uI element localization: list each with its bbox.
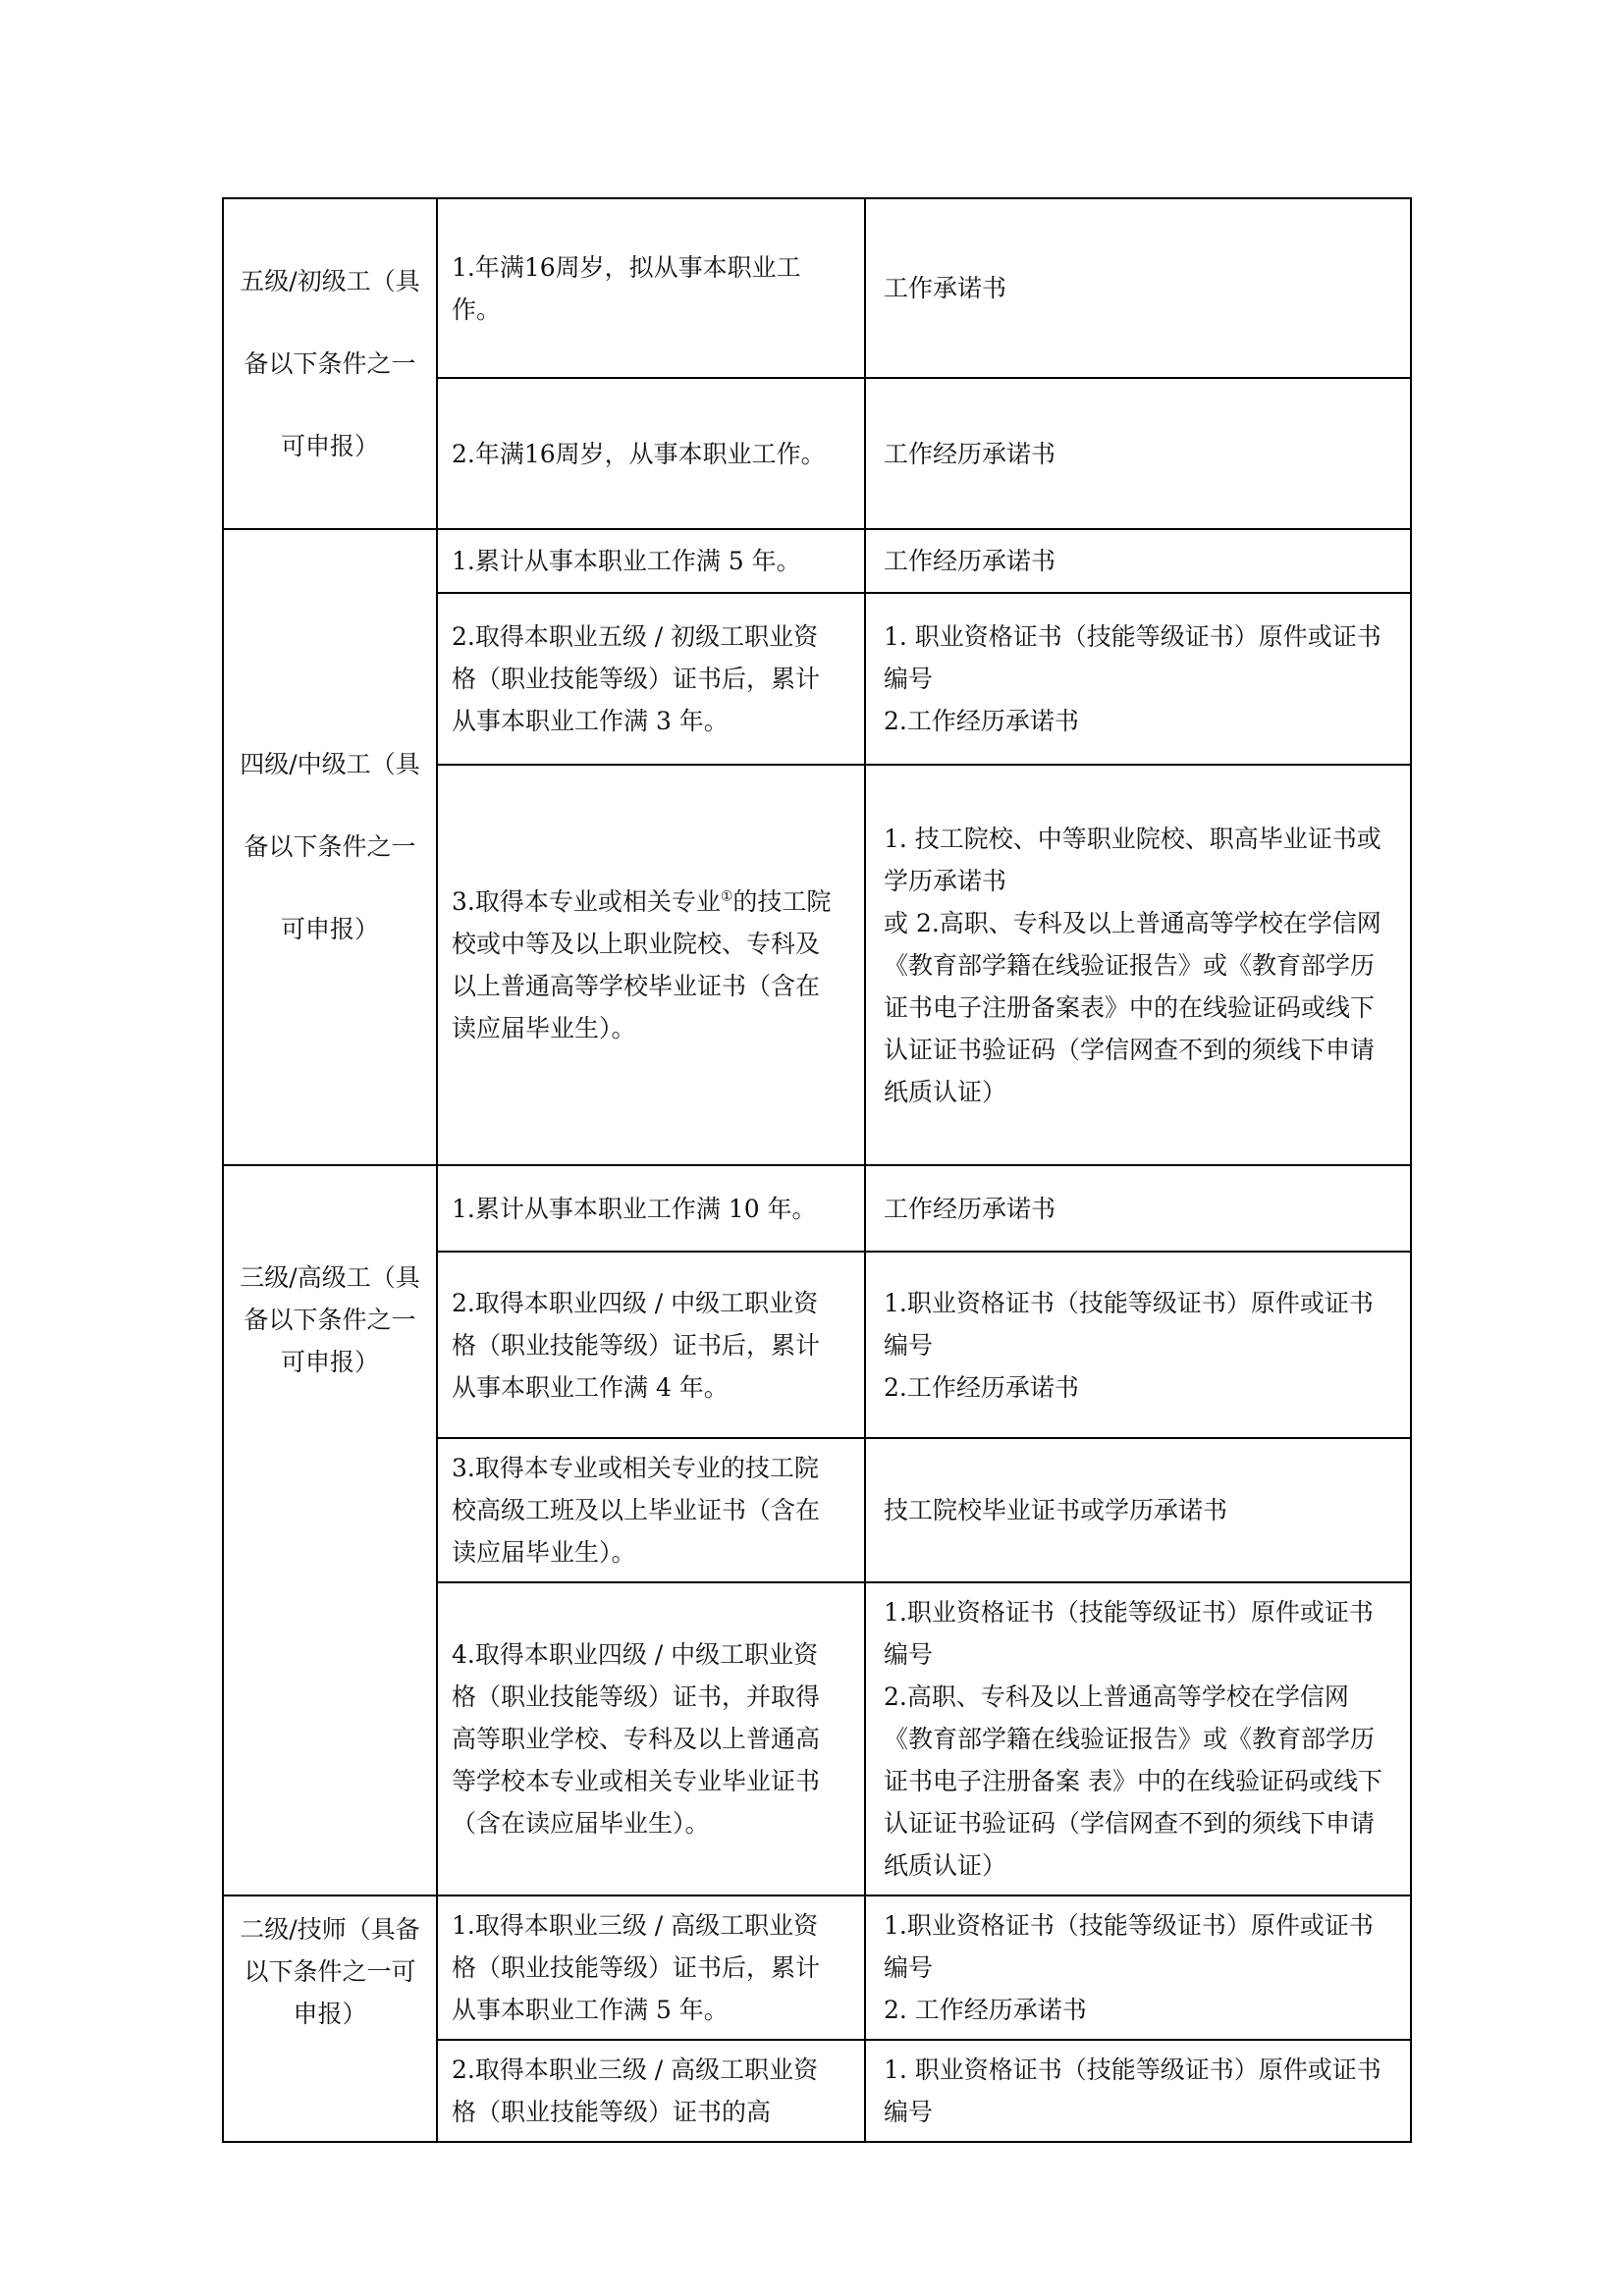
- material-cell: [865, 1252, 1411, 1438]
- material-cell: [865, 1896, 1411, 2040]
- table-row: [223, 529, 1411, 593]
- material-line: 或 2.高职、专科及以上普通高等学校在学信网《教育部学籍在线验证报告》或《教育部学历证书电子注册备案表》中的在线验证码或线下认证证书验证码（学信网查不到的须线下申请纸质认证）: [884, 908, 1381, 1106]
- table-row: [223, 1896, 1411, 2040]
- material-line: 工作经历承诺书: [884, 439, 1056, 468]
- material-line: 1.职业资格证书（技能等级证书）原件或证书编号: [884, 1911, 1374, 1982]
- material-cell: [865, 1582, 1411, 1896]
- material-line: 2.高职、专科及以上普通高等学校在学信网《教育部学籍在线验证报告》或《教育部学历证书电子注册备案 表》中的在线验证码或线下认证证书验证码（学信网查不到的须线下申请纸质认证）: [884, 1682, 1382, 1880]
- level-title: 三级/高级工: [240, 1263, 371, 1292]
- material-line: 1. 职业资格证书（技能等级证书）原件或证书编号: [884, 2056, 1381, 2126]
- level-title: 四级/中级工: [240, 750, 371, 778]
- requirement-cell: 1.取得本职业三级 / 高级工职业资格（职业技能等级）证书后，累计从事本职业工作满 5 年。: [437, 1896, 865, 2040]
- material-line: 1.职业资格证书（技能等级证书）原件或证书编号: [884, 1598, 1374, 1669]
- requirement-cell: 1.累计从事本职业工作满 5 年。: [437, 529, 865, 593]
- material-line: 技工院校毕业证书或学历承诺书: [884, 1496, 1228, 1524]
- requirement-cell: [437, 765, 865, 1165]
- requirement-cell: 2.取得本职业五级 / 初级工职业资格（职业技能等级）证书后，累计从事本职业工作满 3 年。: [437, 593, 865, 765]
- requirement-cell: 2.取得本职业三级 / 高级工职业资格（职业技能等级）证书的高: [437, 2040, 865, 2142]
- material-line: 工作经历承诺书: [884, 547, 1056, 575]
- table-row: [223, 1165, 1411, 1252]
- material-line: 工作承诺书: [884, 274, 1007, 302]
- level-title: 五级/初级工: [240, 266, 371, 295]
- material-cell: [865, 529, 1411, 593]
- material-cell: [865, 593, 1411, 765]
- level-title: 二级/技师: [240, 1915, 347, 1944]
- requirement-cell: 3.取得本专业或相关专业的技工院校高级工班及以上毕业证书（含在读应届毕业生）。: [437, 1438, 865, 1582]
- material-line: 2.工作经历承诺书: [884, 707, 1079, 735]
- material-line: 1. 技工院校、中等职业院校、职高毕业证书或学历承诺书: [884, 824, 1381, 895]
- material-cell: [865, 2040, 1411, 2142]
- material-line: 工作经历承诺书: [884, 1194, 1056, 1223]
- material-line: 2. 工作经历承诺书: [884, 1996, 1087, 2024]
- level-condition: （具备以下条件之一可申报）: [244, 1915, 420, 2028]
- material-line: 1.职业资格证书（技能等级证书）原件或证书编号: [884, 1288, 1374, 1360]
- qualification-table: [222, 197, 1412, 2143]
- requirement-text: 的技工院校或中等及以上职业院校、专科及以上普通高等学校毕业证书（含在读应届毕业生）。: [452, 887, 832, 1042]
- material-cell: [865, 1438, 1411, 1582]
- footnote-mark: ①: [720, 888, 733, 905]
- level-cell: [223, 1165, 437, 1896]
- level-condition: （具备以下条件之一可申报）: [244, 750, 420, 943]
- requirement-text: 3.取得本专业或相关专业: [452, 887, 721, 916]
- level-condition: （具备以下条件之一可申报）: [244, 1263, 420, 1376]
- material-cell: [865, 1165, 1411, 1252]
- level-condition: （具备以下条件之一可申报）: [244, 266, 420, 460]
- material-line: 1. 职业资格证书（技能等级证书）原件或证书编号: [884, 622, 1381, 693]
- material-cell: [865, 198, 1411, 378]
- level-cell: [223, 198, 437, 529]
- requirement-cell: 1.累计从事本职业工作满 10 年。: [437, 1165, 865, 1252]
- requirement-cell: 2.取得本职业四级 / 中级工职业资格（职业技能等级）证书后，累计从事本职业工作满 4 年。: [437, 1252, 865, 1438]
- material-cell: [865, 378, 1411, 529]
- material-line: 2.工作经历承诺书: [884, 1372, 1079, 1402]
- table-row: [223, 198, 1411, 378]
- material-cell: [865, 765, 1411, 1165]
- requirement-cell: 1.年满16周岁，拟从事本职业工作。: [437, 198, 865, 378]
- level-cell: [223, 529, 437, 1165]
- requirement-cell: 4.取得本职业四级 / 中级工职业资格（职业技能等级）证书，并取得高等职业学校、专科及以上普通高等学校本专业或相关专业毕业证书（含在读应届毕业生）。: [437, 1582, 865, 1896]
- level-cell: [223, 1896, 437, 2142]
- requirement-cell: 2.年满16周岁，从事本职业工作。: [437, 378, 865, 529]
